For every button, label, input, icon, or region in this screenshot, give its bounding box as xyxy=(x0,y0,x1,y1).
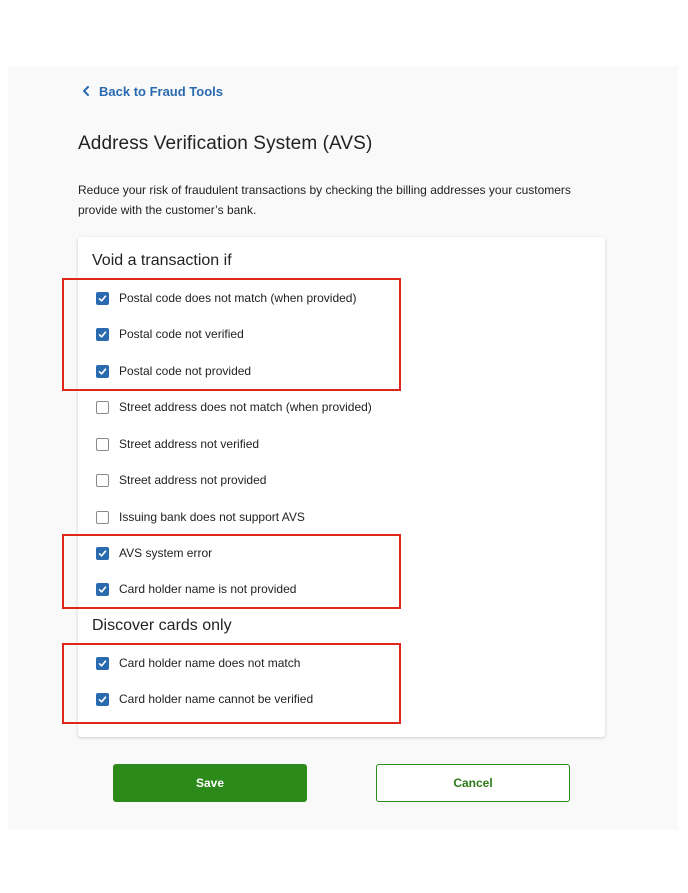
checkbox-box[interactable] xyxy=(96,292,109,305)
chevron-left-icon xyxy=(82,84,92,99)
checkbox-box[interactable] xyxy=(96,401,109,414)
checkbox-postal-code-not-verified[interactable] xyxy=(96,325,244,343)
checkbox-box[interactable] xyxy=(96,438,109,451)
checkmark-icon xyxy=(98,330,107,339)
checkbox-card-holder-name-mismatch[interactable] xyxy=(96,654,300,672)
checkbox-label: Card holder name cannot be verified xyxy=(119,692,314,706)
checkbox-box[interactable] xyxy=(96,583,109,596)
checkbox-postal-code-mismatch[interactable] xyxy=(96,289,356,307)
checkbox-street-address-not-verified[interactable] xyxy=(96,435,259,453)
checkbox-card-holder-name-not-provided[interactable] xyxy=(96,580,296,598)
checkbox-box[interactable] xyxy=(96,328,109,341)
checkmark-icon xyxy=(98,659,107,668)
checkbox-box[interactable] xyxy=(96,693,109,706)
checkbox-label: Street address does not match (when provided) xyxy=(119,400,372,414)
checkmark-icon xyxy=(98,695,107,704)
checkmark-icon xyxy=(98,367,107,376)
checkmark-icon xyxy=(98,549,107,558)
checkbox-label: Postal code not provided xyxy=(119,364,252,378)
save-button[interactable]: Save xyxy=(113,764,307,802)
checkbox-box[interactable] xyxy=(96,365,109,378)
checkbox-label: Postal code does not match (when provided) xyxy=(119,291,357,305)
checkbox-label: Card holder name does not match xyxy=(119,656,301,670)
checkbox-label: AVS system error xyxy=(119,546,213,560)
discover-section-heading: Discover cards only xyxy=(92,617,232,634)
checkbox-street-address-not-provided[interactable] xyxy=(96,471,266,489)
checkbox-label: Card holder name is not provided xyxy=(119,582,297,596)
checkbox-label: Street address not provided xyxy=(119,473,267,487)
void-section-heading: Void a transaction if xyxy=(92,252,232,269)
checkbox-box[interactable] xyxy=(96,474,109,487)
cancel-button[interactable]: Cancel xyxy=(376,764,570,802)
description-line-2: provide with the customer’s bank. xyxy=(78,203,257,217)
page-description xyxy=(78,180,618,220)
checkbox-postal-code-not-provided[interactable] xyxy=(96,362,251,380)
description-line-1: Reduce your risk of fraudulent transactions by checking the billing addresses your customers xyxy=(78,183,571,197)
checkbox-street-address-mismatch[interactable] xyxy=(96,398,372,416)
checkmark-icon xyxy=(98,294,107,303)
back-link-label: Back to Fraud Tools xyxy=(99,83,223,99)
checkbox-label: Issuing bank does not support AVS xyxy=(119,510,305,524)
checkbox-card-holder-name-not-verified[interactable] xyxy=(96,690,313,708)
checkbox-label: Street address not verified xyxy=(119,437,260,451)
checkbox-avs-system-error[interactable] xyxy=(96,544,212,562)
checkbox-box[interactable] xyxy=(96,511,109,524)
checkbox-box[interactable] xyxy=(96,547,109,560)
checkbox-box[interactable] xyxy=(96,657,109,670)
back-to-fraud-tools-link[interactable] xyxy=(82,82,223,100)
checkbox-bank-no-avs-support[interactable] xyxy=(96,508,305,526)
checkbox-label: Postal code not verified xyxy=(119,327,244,341)
checkmark-icon xyxy=(98,585,107,594)
page-title: Address Verification System (AVS) xyxy=(78,133,373,154)
